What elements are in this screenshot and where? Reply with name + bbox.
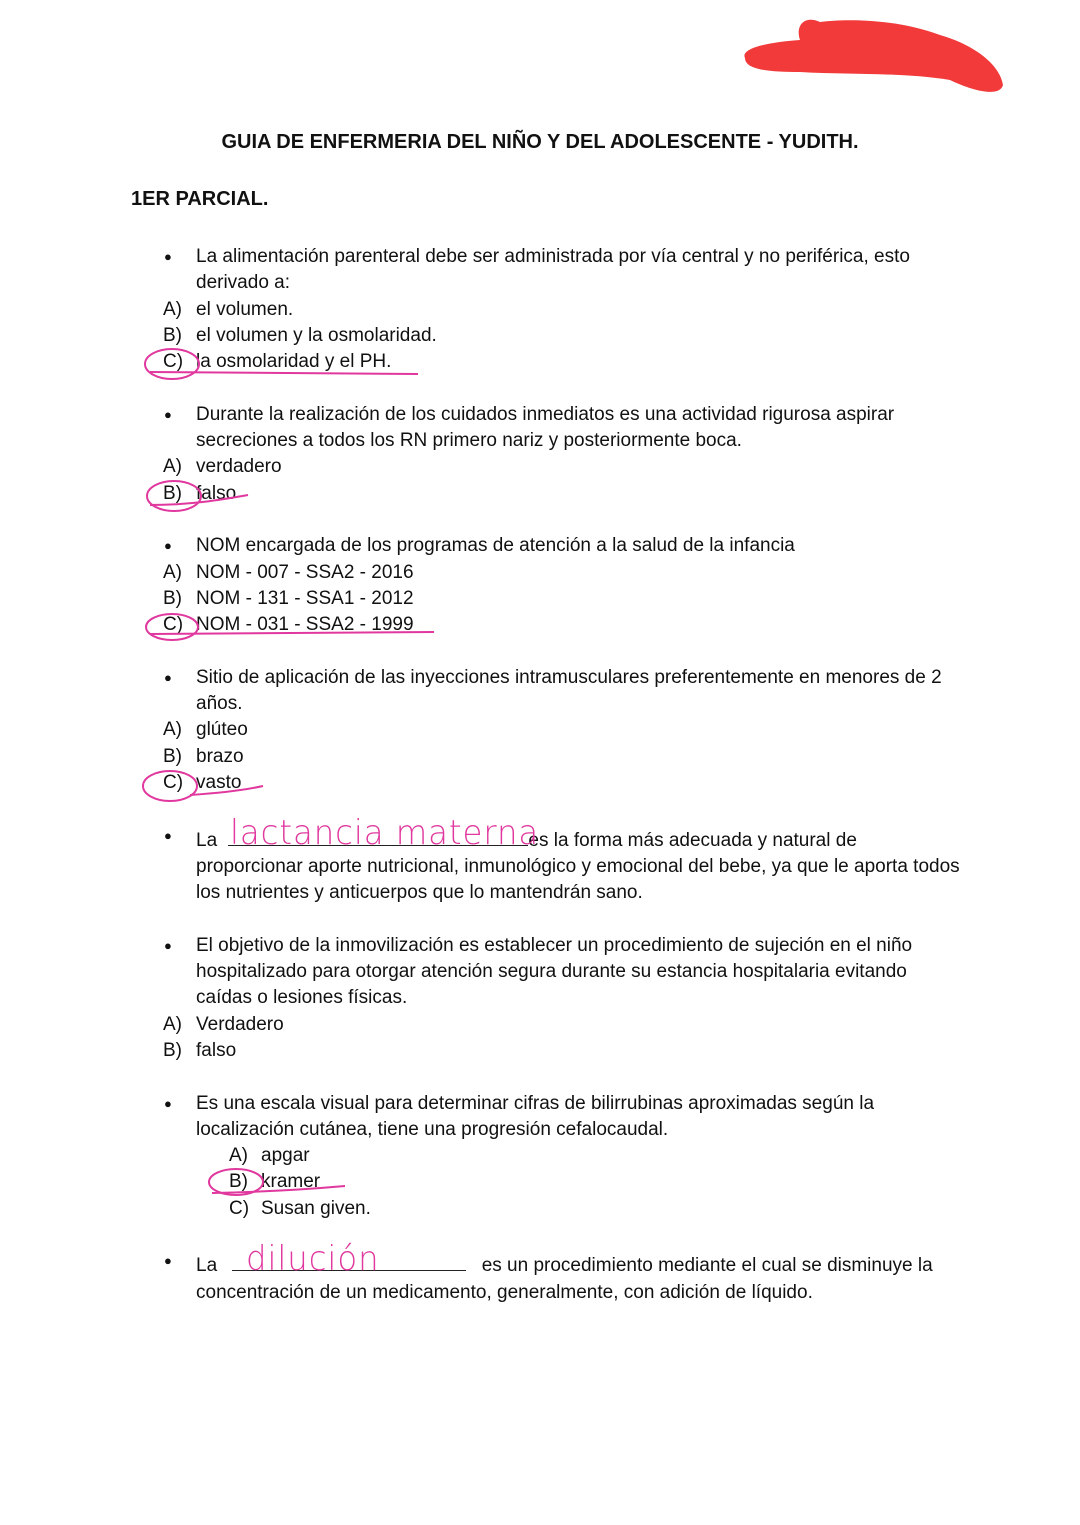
answer-blank (228, 813, 540, 854)
option-letter: A) (163, 1013, 182, 1035)
option-a (163, 297, 961, 323)
option-letter: A) (163, 298, 182, 320)
option-letter: B) (163, 587, 182, 609)
option-text: NOM - 031 - SSA2 - 1999 (196, 614, 414, 636)
option-letter: B) (163, 482, 182, 504)
option-letter: C) (229, 1197, 250, 1219)
question-text: Durante la realización de los cuidados inmediatos es una actividad rigurosa aspirar secreciones a todos los RN primero nariz y posteriormente boca. (196, 403, 895, 452)
section-heading: 1ER PARCIAL. (131, 188, 269, 210)
document-title: GUIA DE ENFERMERIA DEL NIÑO Y DEL ADOLESCENTE - YUDITH. (221, 131, 859, 153)
option-text: kramer (261, 1171, 321, 1193)
question-7 (164, 1091, 961, 1222)
question-3 (163, 533, 961, 638)
option-b (163, 323, 961, 349)
handwritten-answer: dilución (246, 1238, 380, 1279)
option-text: la osmolaridad y el PH. (196, 351, 392, 373)
option-text: brazo (196, 745, 244, 767)
option-b (163, 586, 961, 612)
option-a (163, 717, 961, 743)
option-text: glúteo (196, 719, 248, 741)
option-a (163, 454, 961, 480)
option-text: falso (196, 1039, 237, 1061)
question-text: La alimentación parenteral debe ser administrada por vía central y no periférica, esto derivado a: (196, 246, 910, 294)
option-letter: C) (163, 771, 184, 793)
answer-blank (232, 1238, 466, 1279)
option-c (163, 349, 961, 375)
bullet-icon: ● (164, 1095, 172, 1111)
bullet-icon: ● (164, 1253, 172, 1269)
bullet-icon: ● (164, 406, 172, 422)
option-letter: C) (163, 351, 184, 373)
option-letter: A) (163, 456, 182, 478)
bullet-icon: ● (164, 937, 172, 953)
option-text: Susan given. (261, 1197, 371, 1219)
question-text (196, 813, 961, 907)
option-letter: B) (163, 1039, 182, 1061)
option-c (163, 612, 961, 638)
option-text: NOM - 007 - SSA2 - 2016 (196, 561, 414, 583)
option-a (196, 1143, 961, 1169)
option-text: Verdadero (196, 1013, 284, 1035)
question-text: NOM encargada de los programas de atención a la salud de la infancia (196, 535, 795, 557)
question-text: Sitio de aplicación de las inyecciones intramusculares preferentemente en menores de 2 años. (196, 666, 942, 715)
bullet-icon: ● (164, 538, 172, 554)
prefix-text: La (196, 829, 218, 851)
question-list (163, 244, 961, 1332)
option-text: el volumen y la osmolaridad. (196, 324, 437, 346)
question-rest: es la forma más adecuada y natural de proporcionar aporte nutricional, inmunológico y emocional del bebe, ya que le aporta todos los nutrientes y anticuerpos que lo mantendrán sano. (196, 829, 960, 904)
question-8 (164, 1238, 961, 1306)
bullet-icon: ● (164, 827, 172, 843)
option-c (163, 770, 961, 796)
option-b (163, 1038, 961, 1064)
question-text: Es una escala visual para determinar cifras de bilirrubinas aproximadas según la localización cutánea, tiene una progresión cefalocaudal. (196, 1092, 875, 1140)
question-2 (163, 402, 961, 507)
option-letter: A) (229, 1145, 248, 1167)
option-b (163, 744, 961, 770)
option-letter: A) (163, 561, 182, 583)
option-text: apgar (261, 1145, 310, 1167)
prefix-text: La (196, 1255, 218, 1277)
bullet-icon: ● (164, 669, 172, 685)
option-a (163, 560, 961, 586)
option-letter: C) (163, 614, 184, 636)
option-letter: B) (163, 324, 182, 346)
handwritten-answer: lactancia materna (230, 813, 540, 854)
question-6 (163, 933, 961, 1064)
option-letter: A) (163, 719, 182, 741)
option-c (196, 1196, 961, 1222)
question-5 (164, 813, 961, 907)
option-text: vasto (196, 771, 242, 793)
option-b (163, 481, 961, 507)
option-text: el volumen. (196, 298, 294, 320)
option-text: verdadero (196, 456, 282, 478)
question-rest: es un procedimiento mediante el cual se disminuye la concentración de un medicamento, generalmente, con adición de líquido. (196, 1255, 933, 1303)
question-4 (163, 665, 961, 796)
question-text: El objetivo de la inmovilización es establecer un procedimiento de sujeción en el niño hospitalizado para otorgar atención segura durante su estancia hospitalaria evitando caídas o lesiones físicas. (196, 934, 913, 1009)
option-text: NOM - 131 - SSA1 - 2012 (196, 587, 414, 609)
question-1 (163, 244, 961, 375)
option-a (163, 1012, 961, 1038)
bullet-icon: ● (164, 249, 172, 264)
option-letter: B) (229, 1171, 248, 1193)
question-text (196, 1238, 961, 1306)
option-b (196, 1169, 961, 1195)
option-letter: B) (163, 745, 182, 767)
option-text: falso (196, 482, 237, 504)
